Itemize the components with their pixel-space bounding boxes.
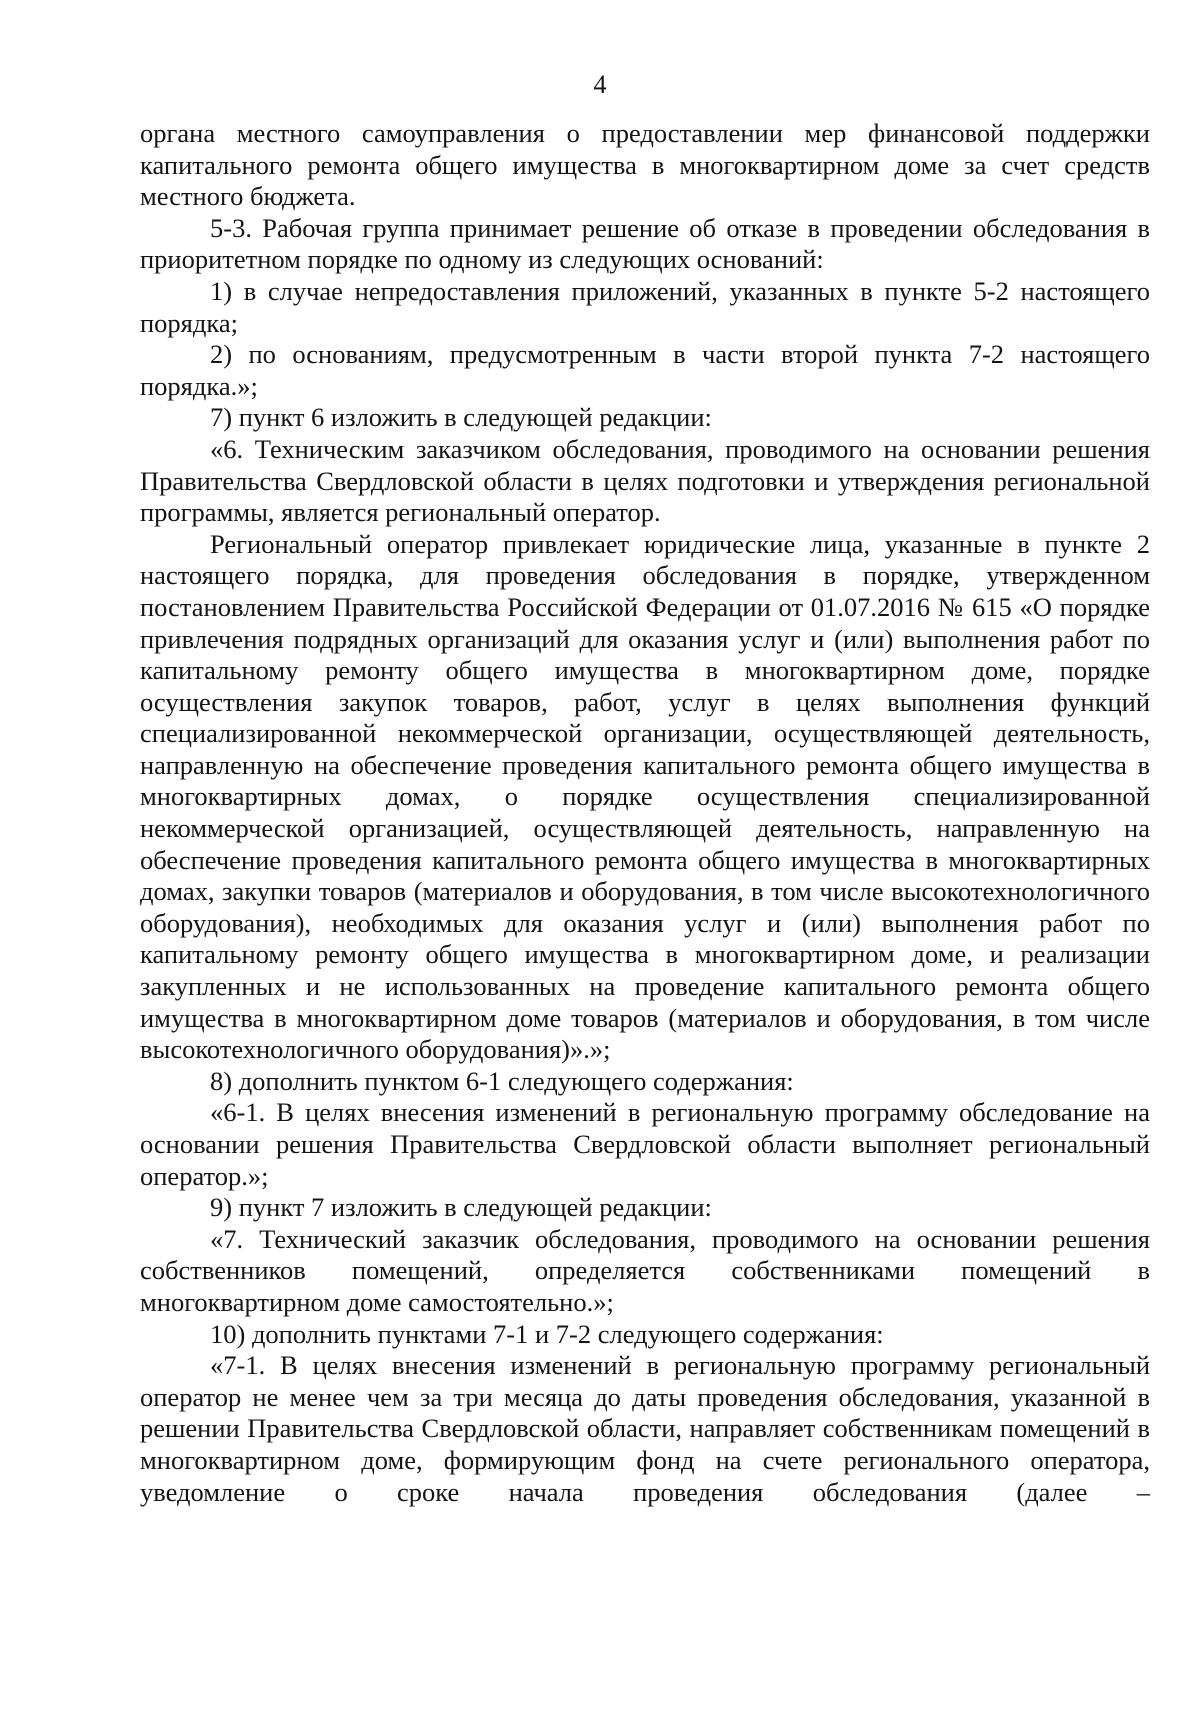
paragraph-6-1: «6-1. В целях внесения изменений в региональную программу обследование на основании решения Правительства Свердловской области выполняет региональный оператор.»; [140,1097,1150,1191]
paragraph-item-10: 10) дополнить пунктами 7-1 и 7-2 следующего содержания: [210,1318,884,1349]
document-body [140,118,1150,1508]
page-number: 4 [593,70,607,99]
paragraph-item-1: 1) в случае непредоставления приложений, указанных в пункте 5-2 настоящего порядка; [140,275,1150,338]
paragraph-item-8: 8) дополнить пунктом 6-1 следующего содержания: [210,1065,794,1096]
paragraph-5-3: 5-3. Рабочая группа принимает решение об отказе в проведении обследования в приоритетном порядке по одному из следующих оснований: [140,212,1150,275]
paragraph-item-2: 2) по основаниям, предусмотренным в части второй пункта 7-2 настоящего порядка.»; [140,339,1150,401]
paragraph-7-1: «7-1. В целях внесения изменений в региональную программу региональный оператор не менее чем за три месяца до даты проведения обследования, указанной в решении Правительства Свердловской области, направляет собственникам помещений в многоквартирном доме, формирующим фонд на счете регионального оператора, уведомление о сроке начала проведения обследования (далее – [140,1350,1150,1507]
paragraph-6: «6. Техническим заказчиком обследования, проводимого на основании решения Правительства Свердловской области в целях подготовки и утверждения региональной программы, является региональный оператор. [140,433,1150,528]
paragraph-item-9: 9) пункт 7 изложить в следующей редакции: [210,1192,712,1223]
paragraph-continuation: органа местного самоуправления о предоставлении мер финансовой поддержки капитального ремонта общего имущества в многоквартирном доме за счет средств местного бюджета. [140,118,1150,212]
paragraph-item-7: 7) пункт 6 изложить в следующей редакции: [210,402,712,433]
paragraph-7: «7. Технический заказчик обследования, проводимого на основании решения собственников помещений, определяется собственниками помещений в многоквартирном доме самостоятельно.»; [140,1223,1150,1317]
paragraph-regional-operator: Региональный оператор привлекает юридические лица, указанные в пункте 2 настоящего порядка, для проведения обследования в порядке, утвержденном постановлением Правительства Российской Федерации от 01.07.2016 № 615 «О порядке привлечения подрядных организаций для оказания услуг и (или) выполнения работ по капитальному ремонту общего имущества в многоквартирном доме, порядке осуществления закупок товаров, работ, услуг в целях выполнения функций специализированной некоммерческой организации, осуществляющей деятельность, направленную на обеспечение проведения капитального ремонта общего имущества в многоквартирных домах, о порядке осуществления специализированной некоммерческой организацией, осуществляющей деятельность, направленную на обеспечение проведения капитального ремонта общего имущества в многоквартирных домах, закупки товаров (материалов и оборудования, в том числе высокотехнологичного оборудования), необходимых для оказания услуг и (или) выполнения работ по капитальному ремонту общего имущества в многоквартирном доме, и реализации закупленных и не использованных на проведение капитального ремонта общего имущества в многоквартирном доме товаров (материалов и оборудования, в том числе высокотехнологичного оборудования)».»; [140,528,1150,1065]
